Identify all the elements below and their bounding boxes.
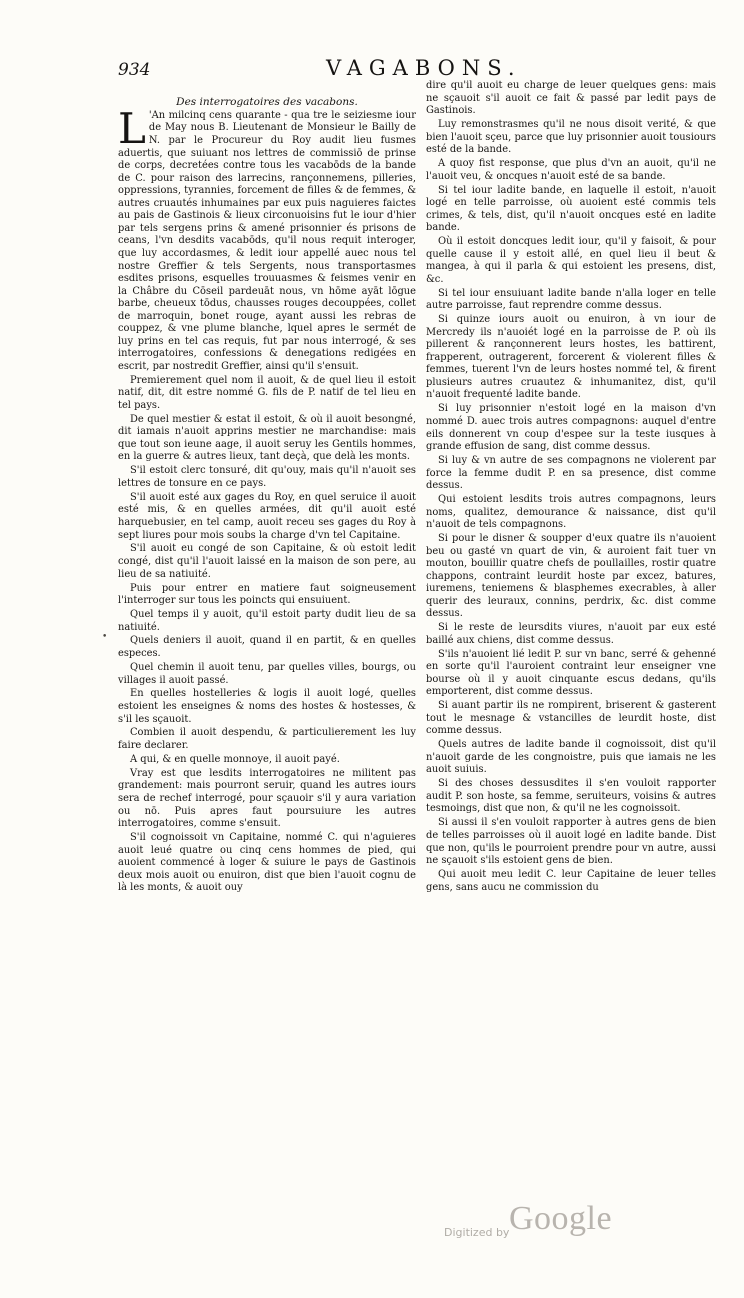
paragraph: Où il estoit doncques ledit iour, qu'il y faisoit, & pour quelle cause il y estoit allé, en quel lieu il beut & mangea, à qui il parla & qui estoient les presens, dist, &c. <box>426 236 716 285</box>
paragraph: Quels autres de ladite bande il cognoissoit, dist qu'il n'auoit garde de les congnoistre, puis que iamais ne les auoit suiuis. <box>426 739 716 776</box>
right-column <box>426 80 716 895</box>
paragraph: Qui auoit meu ledit C. leur Capitaine de leuer telles gens, sans aucu ne commission du <box>426 869 716 893</box>
margin-dot: • <box>102 632 108 642</box>
paragraph: Si le reste de leursdits viures, n'auoit par eux esté baillé aux chiens, dist comme dessus. <box>426 622 716 646</box>
paragraph: Si luy & vn autre de ses compagnons ne violerent par force la femme dudit P. en sa presence, dist comme dessus. <box>426 454 716 492</box>
paragraph: S'il auoit eu congé de son Capitaine, & où estoit ledit congé, dist qu'il l'auoit laissé en la maison de son pere, au lieu de sa natiuité. <box>118 543 416 580</box>
paragraph: Qui estoient lesdits trois autres compagnons, leurs noms, qualitez, demourance & naissance, dist qu'il n'auoit de tels compagnons. <box>426 494 716 531</box>
paragraph: Si pour le disner & soupper d'eux quatre ils n'auoient beu ou gasté vn quart de vin, & auroient fait tuer vn mouton, bouillir quatre chefs de poullailles, rostir quatre chappons, contraint leurdit hoste par excez, batures, iuremens, teniemens & blasphemes execrables, à aller querir des leuraux, connins, perdrix, &c. dist comme dessus. <box>426 533 716 620</box>
paragraph: A quoy fist response, que plus d'vn an auoit, qu'il ne l'auoit veu, & oncques n'auoit esté de sa bande. <box>426 158 716 182</box>
digitized-by-label: Digitized by <box>444 1226 510 1239</box>
paragraph: A qui, & en quelle monnoye, il auoit payé. <box>130 753 340 765</box>
paragraph: Combien il auoit despendu, & particulierement les luy faire declarer. <box>118 727 416 752</box>
paragraph: S'ils n'auoient lié ledit P. sur vn banc, serré & gehenné en sorte qu'il l'auroient contraint leur enseigner vne bourse où il y auoit cinquante escus dedans, qu'ils emporterent, dist comme dessus. <box>426 648 716 698</box>
paragraph: dire qu'il auoit eu charge de leuer quelques gens: mais ne sçauoit s'il auoit ce fait & passé par ledit pays de Gastinois. <box>426 80 716 117</box>
paragraph: S'il cognoissoit vn Capitaine, nommé C. qui n'aguieres auoit leué quatre ou cinq cens hommes de pied, qui auoient commencé à loger & suiure le pays de Gastinois deux mois auoit ou enuiron, dist que bien l'auoit cognu de là les monts, & auoit ouy <box>118 832 416 894</box>
paragraph: En quelles hostelleries & logis il auoit logé, quelles estoient les enseignes & noms des hostes & hostesses, & s'il les sçauoit. <box>118 688 416 725</box>
drop-cap: L <box>118 103 146 153</box>
page-number: 934 <box>118 60 151 80</box>
paragraph: S'il auoit esté aux gages du Roy, en quel seruice il auoit esté mis, & en quelles armées, dit qu'il auoit esté harquebusier, en tel camp, auoit receu ses gages du Roy à sept liures pour mois soubs la charge d'vn tel Capitaine. <box>118 491 416 541</box>
paragraph: Premierement quel nom il auoit, & de quel lieu il estoit natif, dit, dit estre nommé G. fils de P. natif de tel lieu en tel pays. <box>118 374 416 411</box>
paragraph: Puis pour entrer en matiere faut soigneusement l'interroger sur tous les poincts qui ensuiuent. <box>118 582 416 607</box>
paragraph: Quel chemin il auoit tenu, par quelles villes, bourgs, ou villages il auoit passé. <box>118 661 416 686</box>
paragraph: Si aussi il s'en vouloit rapporter à autres gens de bien de telles parroisses où il auoit logé en ladite bande. Dist que non, qu'ils le pourroient prendre pour vn autre, aussi ne sçauoit s'ils estoient gens de bien. <box>426 817 716 867</box>
paragraph: Si auant partir ils ne rompirent, briserent & gasterent tout le mesnage & vstancilles de leurdit hoste, dist comme dessus. <box>426 700 716 737</box>
paragraph: Si tel iour ladite bande, en laquelle il estoit, n'auoit logé en telle parroisse, où auoient esté commis tels crimes, & tels, dist, qu'il n'auoit oncques esté en ladite bande. <box>426 184 716 234</box>
running-head: VAGABONS. <box>326 56 522 80</box>
paragraph: Si tel iour ensuiuant ladite bande n'alla loger en telle autre parroisse, faut reprendre comme dessus. <box>426 287 716 312</box>
google-logo: Google <box>509 1200 613 1237</box>
paragraph: Luy remonstrasmes qu'il ne nous disoit verité, & que bien l'auoit sçeu, parce que luy prisonnier auoit tousiours esté de la bande. <box>426 119 716 156</box>
paragraph: Si luy prisonnier n'estoit logé en la maison d'vn nommé D. auec trois autres compagnons: auquel d'entre eils donnerent vn coup d'espee sur la teste iusques à grande effusion de sang, dist comme dessus. <box>426 403 716 453</box>
left-column <box>118 96 416 896</box>
paragraph-text: 'An milcinq cens quarante - qua tre le seiziesme iour de May nous B. Lieutenant de Monsieur le Bailly de N. par le Procureur du Roy audit lieu fusmes aduertis, que suiuant nos lettres de commissiō de prinse de corps, decretées contre tous les vacabōds de la bande de C. pour raison des larrecins, rançonnemens, pilleries, oppressions, tyrannies, forcement de filles & de femmes, & autres cruautés inhumaines par eux puis naguieres faictes au pais de Gastinois & lieux circonuoisins fut le iour d'hier par tels sergens prins & amené prisonnier és prisons de ceans, l'vn desdits vacabōds, qu'il nous requit interoger, que luy accordasmes, & ledit iour appellé auec nous tel nostre Greffier & tels Sergents, nous transportasmes esdites prisons, esquelles trouuasmes & feismes venir en la Châbre du Cōseil pardeuāt nous, vn hōme ayāt lōgue barbe, cheueux tōdus, chausses rouges decouppées, collet de marroquin, bonet rouge, ayant aussi les rebras de couppez, & vne plume blanche, lquel apres le sermét de luy prins en tel cas requis, fut par nous interrogé, & ses interrogatoires, confessions & denegations redigées en escrit, par nostredit Greffier, ainsi qu'il s'ensuit. <box>118 109 416 372</box>
paragraph: Vray est que lesdits interrogatoires ne militent pas grandement: mais pourront seruir, quand les autres iours sera de rechef interrogé, pour sçauoir s'il y aura variation ou nō. Puis apres faut poursuiure les autres interrogatoires, comme s'ensuit. <box>118 767 416 830</box>
paragraph: Si des choses dessusdites il s'en vouloit rapporter audit P. son hoste, sa femme, seruiteurs, voisins & autres tesmoings, dist que non, & qu'il ne les cognoissoit. <box>426 778 716 815</box>
paragraph: Si quinze iours auoit ou enuiron, à vn iour de Mercredy ils n'auoiét logé en la parroisse de P. où ils pillerent & rançonnerent leurs hostes, les battirent, frapperent, outragerent, forcerent & violerent filles & femmes, tuerent l'vn de leurs hostes nommé tel, & firent plusieurs autres cruautez & inhumanitez, dist, qu'il n'auoit frequenté ladite bande. <box>426 314 716 401</box>
paragraph: De quel mestier & estat il estoit, & où il auoit besongné, dit iamais n'auoit apprins mestier ne marchandise: mais que tout son ieune aage, il auoit seruy les Gentils hommes, en la guerre & autres lieux, tant deçà, que delà les monts. <box>118 413 416 463</box>
paragraph: S'il estoit clerc tonsuré, dit qu'ouy, mais qu'il n'auoit ses lettres de tonsure en ce pays. <box>118 465 416 489</box>
section-title: Des interrogatoires des vacabons. <box>176 96 358 108</box>
paragraph: Quel temps il y auoit, qu'il estoit party dudit lieu de sa natiuité. <box>118 609 416 633</box>
paragraph: Quels deniers il auoit, quand il en partit, & en quelles especes. <box>118 635 416 660</box>
opening-paragraph <box>118 103 416 373</box>
